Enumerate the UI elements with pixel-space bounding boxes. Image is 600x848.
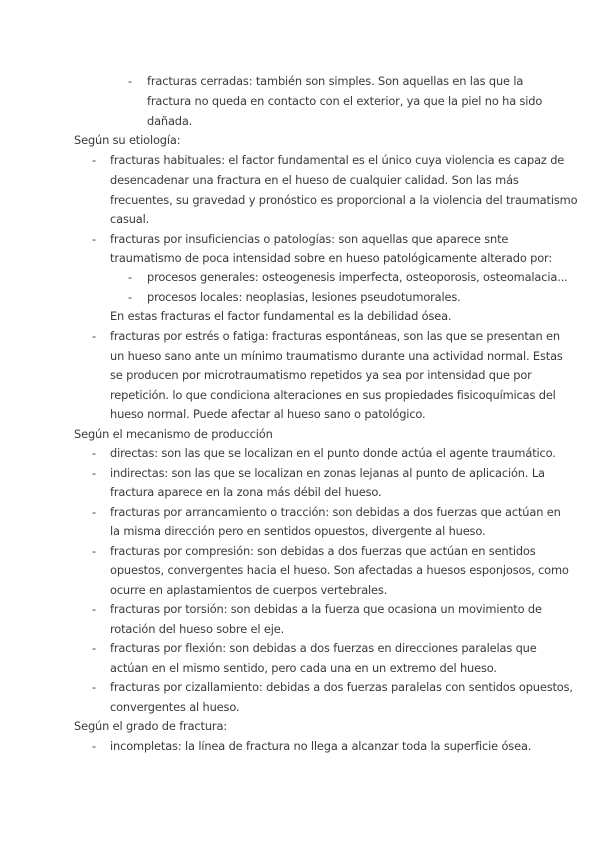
list-item-directas: directas: son las que se localizan en el punto donde actúa el agente traumático. <box>110 446 556 460</box>
text-line: fractura aparece en la zona más débil del hueso. <box>110 485 382 499</box>
text-line: la misma dirección pero en sentidos opuestos, divergente al hueso. <box>110 524 486 538</box>
bullet-dash: - <box>128 270 133 284</box>
text-line: ocurre en aplastamientos de cuerpos vertebrales. <box>110 583 388 597</box>
list-item-incompletas: incompletas: la línea de fractura no llega a alcanzar toda la superficie ósea. <box>110 739 532 753</box>
bullet-dash: - <box>92 602 97 616</box>
sub-item-procesos-locales: procesos locales: neoplasias, lesiones pseudotumorales. <box>147 290 461 304</box>
text-line: se producen por microtraumatismo repetidos ya sea por intensidad que por <box>110 368 532 382</box>
text-line: rotación del hueso sobre el eje. <box>110 622 285 636</box>
text-line: repetición. lo que condiciona alteraciones en sus propiedades fisicoquímicas del <box>110 388 556 402</box>
bullet-dash: - <box>92 739 97 753</box>
bullet-dash: - <box>128 290 133 304</box>
bullet-dash: - <box>92 153 97 167</box>
section-heading-grado: Según el grado de fractura: <box>74 719 227 733</box>
bullet-dash: - <box>92 466 97 480</box>
text-line: indirectas: son las que se localizan en zonas lejanas al punto de aplicación. La <box>110 466 545 480</box>
bullet-dash: - <box>92 446 97 460</box>
text-line: fractura no queda en contacto con el exterior, ya que la piel no ha sido <box>147 94 543 108</box>
section-heading-mecanismo: Según el mecanismo de producción <box>74 427 273 441</box>
text-line: fracturas por arrancamiento o tracción: son debidas a dos fuerzas que actúan en <box>110 505 561 519</box>
text-line: actúan en el mismo sentido, pero cada una en un extremo del hueso. <box>110 661 497 675</box>
text-line: opuestos, convergentes hacia el hueso. Son afectadas a huesos esponjosos, como <box>110 563 569 577</box>
bullet-dash: - <box>92 680 97 694</box>
bullet-dash: - <box>128 74 133 88</box>
text-line: frecuentes, su gravedad y pronóstico es proporcional a la violencia del traumatismo <box>110 193 578 207</box>
text-line: fracturas por cizallamiento: debidas a dos fuerzas paralelas con sentidos opuestos, <box>110 680 573 694</box>
text-line: fracturas cerradas: también son simples. Son aquellas en las que la <box>147 74 524 88</box>
section-heading-etiologia: Según su etiología: <box>74 133 181 147</box>
text-line: fracturas por compresión: son debidas a dos fuerzas que actúan en sentidos <box>110 544 536 558</box>
text-line: convergentes al hueso. <box>110 700 240 714</box>
text-line: casual. <box>110 212 150 226</box>
bullet-dash: - <box>92 329 97 343</box>
text-line: hueso normal. Puede afectar al hueso sano o patológico. <box>110 407 426 421</box>
text-line: fracturas por insuficiencias o patologías: son aquellas que aparece snte <box>110 232 509 246</box>
note-debilidad-osea: En estas fracturas el factor fundamental es la debilidad ósea. <box>110 309 452 323</box>
text-line: desencadenar una fractura en el hueso de cualquier calidad. Son las más <box>110 173 519 187</box>
bullet-dash: - <box>92 544 97 558</box>
sub-item-procesos-generales: procesos generales: osteogenesis imperfecta, osteoporosis, osteomalacia... <box>147 270 568 284</box>
text-line: fracturas por estrés o fatiga: fracturas espontáneas, son las que se presentan en <box>110 329 560 343</box>
bullet-dash: - <box>92 641 97 655</box>
text-line: fracturas por torsión: son debidas a la fuerza que ocasiona un movimiento de <box>110 602 542 616</box>
bullet-dash: - <box>92 232 97 246</box>
text-line: traumatismo de poca intensidad sobre en hueso patológicamente alterado por: <box>110 251 553 265</box>
text-line: dañada. <box>147 114 193 128</box>
bullet-dash: - <box>92 505 97 519</box>
text-line: fracturas por flexión: son debidas a dos fuerzas en direcciones paralelas que <box>110 641 537 655</box>
text-line: un hueso sano ante un mínimo traumatismo durante una actividad normal. Estas <box>110 349 563 363</box>
text-line: fracturas habituales: el factor fundamental es el único cuya violencia es capaz de <box>110 153 565 167</box>
